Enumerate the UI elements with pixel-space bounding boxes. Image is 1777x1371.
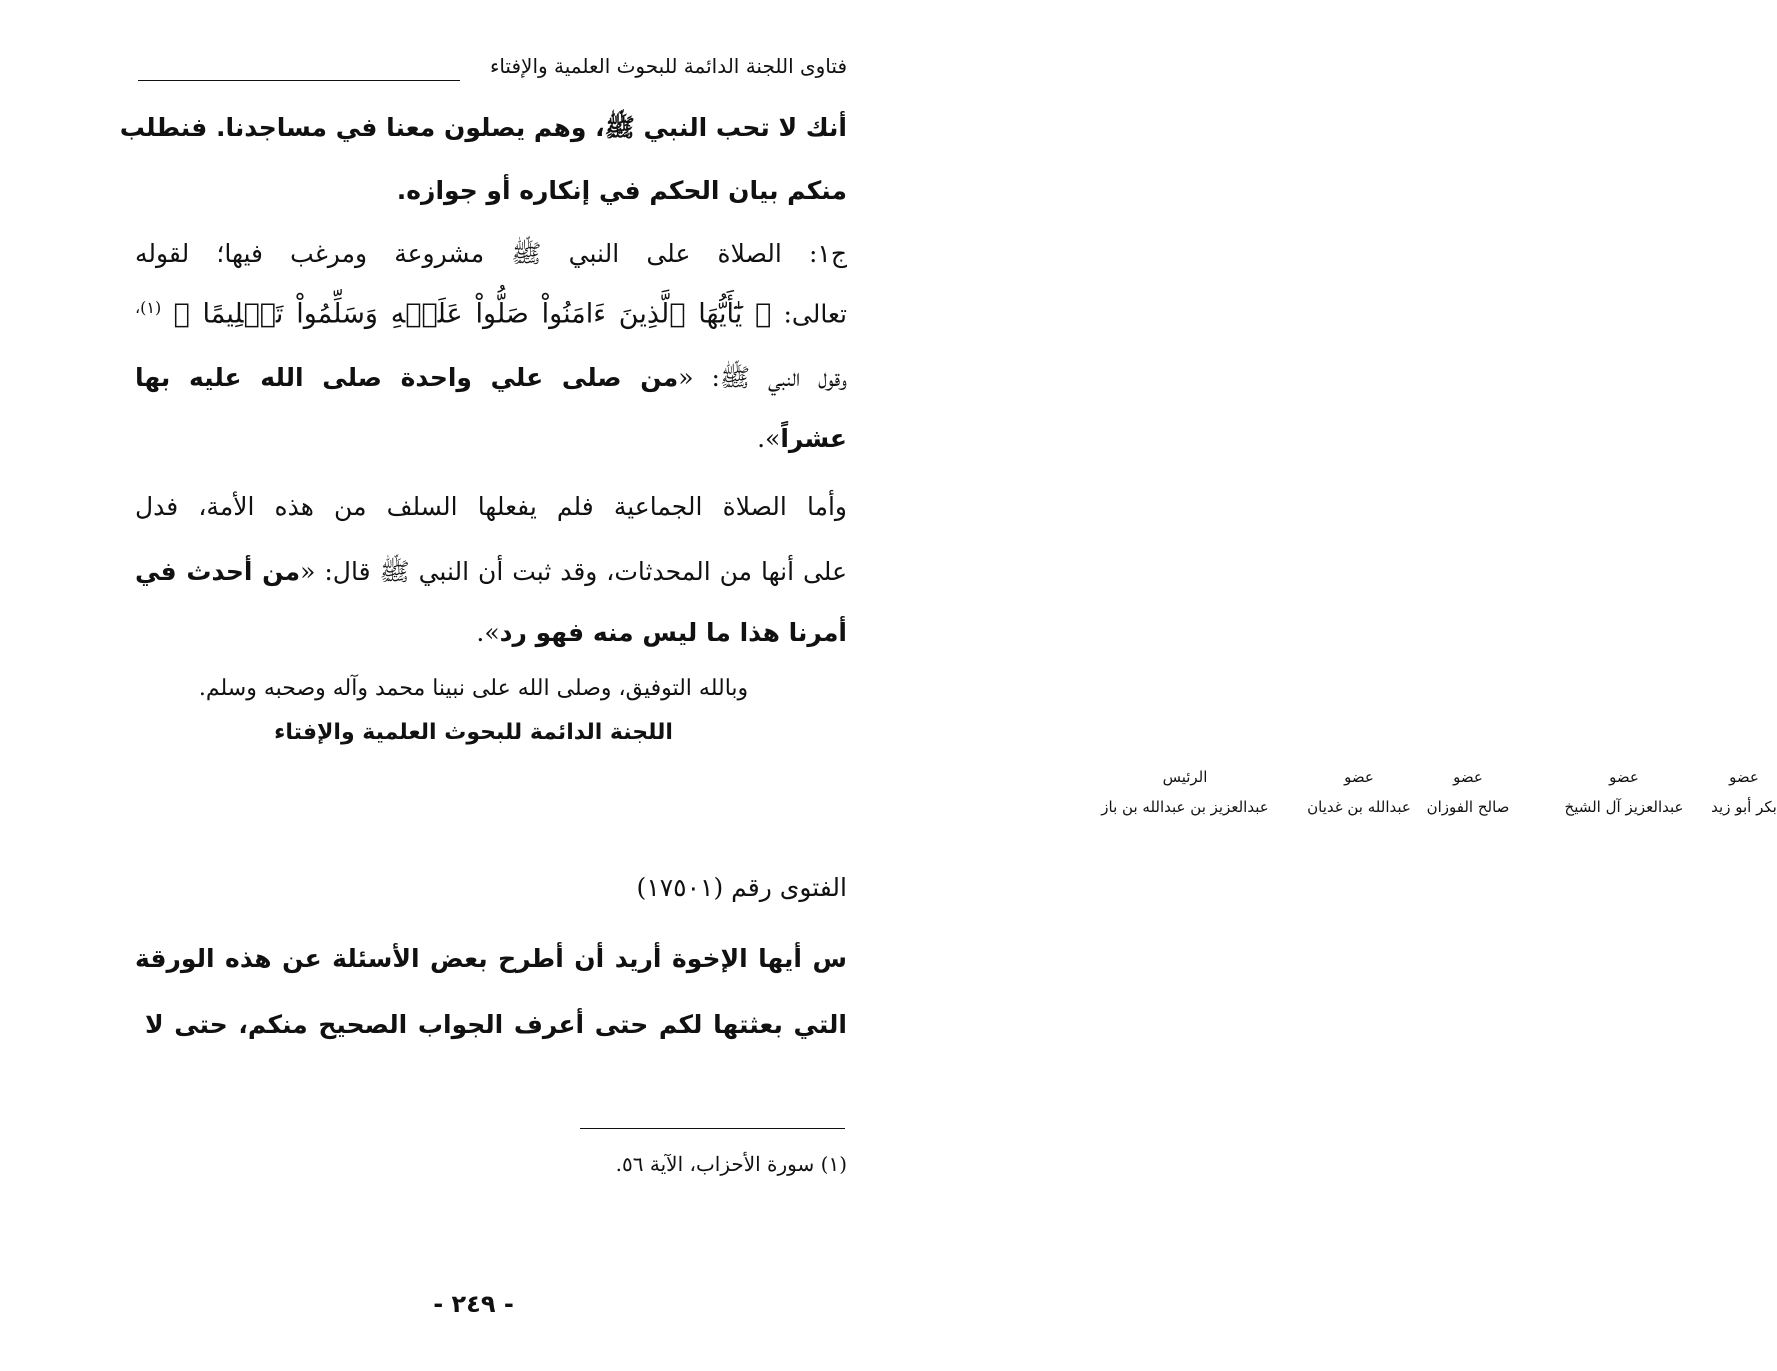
- answer-line-3: [135, 362, 847, 399]
- paragraph-2-line-1: وأما الصلاة الجماعية فلم يفعلها السلف من هذه الأمة، فدل: [135, 492, 847, 521]
- answer-line-3-intro: وقول النبي ﷺ: «: [678, 363, 847, 392]
- signatory-name: صالح الفوزان: [1426, 798, 1510, 816]
- paragraph-2-line-3: [476, 618, 847, 647]
- signatory-role: الرئيس: [1162, 768, 1208, 786]
- header-rule: [138, 80, 460, 81]
- paragraph-2-line-2: [135, 556, 847, 593]
- signatory-name: عبدالعزيز بن عبدالله بن باز: [1101, 798, 1269, 816]
- hadith-text-2: من أحدث في: [135, 557, 301, 586]
- running-header: فتاوى اللجنة الدائمة للبحوث العلمية والإفتاء: [489, 54, 847, 78]
- fatwa-question-line-1: س أيها الإخوة أريد أن أطرح بعض الأسئلة عن هذه الورقة: [135, 944, 847, 973]
- footnote-rule: [580, 1128, 845, 1129]
- question-line-1: أنك لا تحب النبي ﷺ، وهم يصلون معنا في مساجدنا. فنطلب: [119, 113, 847, 142]
- signatory-name: عبدالعزيز آل الشيخ: [1564, 798, 1684, 816]
- hadith-text-2-end: أمرنا هذا ما ليس منه فهو رد: [499, 618, 847, 647]
- signatory-1: [1711, 768, 1777, 816]
- answer-line-2-intro: تعالى:: [783, 299, 847, 329]
- answer-line-4: [757, 424, 847, 453]
- paragraph-2-line-2-intro: على أنها من المحدثات، وقد ثبت أن النبي ﷺ قال: «: [300, 557, 847, 586]
- signatory-2: [1565, 768, 1684, 816]
- signatory-role: عضو: [1344, 768, 1374, 786]
- signatory-role: عضو: [1453, 768, 1483, 786]
- question-line-2: منكم بيان الحكم في إنكاره أو جوازه.: [396, 176, 847, 205]
- answer-line-4-close: ».: [757, 424, 781, 453]
- footnote: (١) سورة الأحزاب، الآية ٥٦.: [615, 1152, 847, 1176]
- signatory-name: عبدالله بن غديان: [1307, 798, 1411, 816]
- footnote-marker: (١)،: [135, 298, 162, 317]
- fatwa-number: الفتوى رقم (١٧٥٠١): [636, 873, 847, 902]
- signatory-role: عضو: [1729, 768, 1759, 786]
- signatory-3: [1427, 768, 1510, 816]
- signatory-5: [1101, 768, 1268, 816]
- fatwa-question-line-2: التي بعثتها لكم حتى أعرف الجواب الصحيح منكم، حتى لا: [145, 1010, 847, 1039]
- closing-line: وبالله التوفيق، وصلى الله على نبينا محمد وآله وصحبه وسلم.: [198, 676, 749, 701]
- signatory-4: [1307, 768, 1411, 816]
- quran-verse: ﴿ يَٰٓأَيُّهَا ٱلَّذِينَ ءَامَنُواْ صَلُّواْ عَلَيۡهِ وَسَلِّمُواْ تَسۡلِيمًا ﴾: [173, 298, 772, 330]
- paragraph-2-line-3-close: ».: [476, 618, 500, 647]
- page-number: - ٢٤٩ -: [433, 1290, 514, 1318]
- hadith-text-1-end: عشراً: [780, 424, 847, 453]
- answer-line-1: ج١: الصلاة على النبي ﷺ مشروعة ومرغب فيها؛ لقوله: [135, 239, 847, 268]
- signatory-role: عضو: [1609, 768, 1639, 786]
- hadith-text-1: من صلى علي واحدة صلى الله عليه بها: [135, 363, 679, 392]
- signatory-name: بكر أبو زيد: [1711, 798, 1777, 816]
- answer-line-2: [135, 298, 847, 329]
- committee-title: اللجنة الدائمة للبحوث العلمية والإفتاء: [274, 720, 673, 745]
